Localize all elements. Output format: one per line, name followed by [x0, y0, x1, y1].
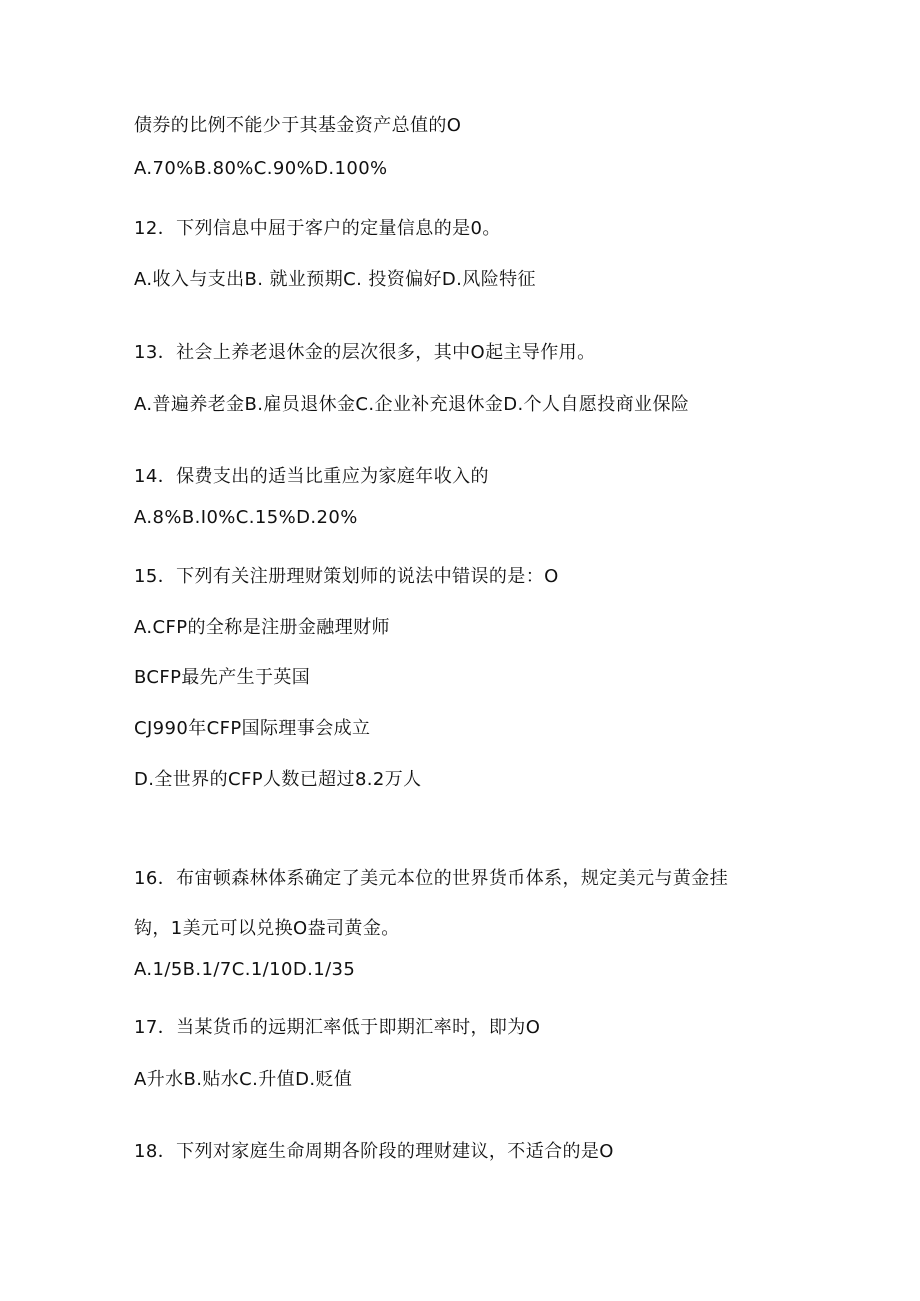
question-18-stem: 18．下列对家庭生命周期各阶段的理财建议，不适合的是O [134, 1141, 614, 1162]
question-17-options: A升水B.贴水C.升值D.贬值 [134, 1069, 353, 1090]
question-14-options: A.8%B.I0%C.15%D.20% [134, 507, 358, 528]
question-15-stem: 15．下列有关注册理财策划师的说法中错误的是：O [134, 566, 559, 587]
question-12-stem: 12．下列信息中屈于客户的定量信息的是0。 [134, 218, 501, 239]
question-11-options: A.70%B.80%C.90%D.100% [134, 158, 388, 179]
question-15-option-c: CJ990年CFP国际理事会成立 [134, 718, 371, 739]
question-15-option-a: A.CFP的全称是注册金融理财师 [134, 617, 390, 638]
question-17-stem: 17．当某货币的远期汇率低于即期汇率时，即为O [134, 1017, 541, 1038]
question-11-stem-continued: 债券的比例不能少于其基金资产总值的O [134, 115, 462, 136]
question-12-options: A.收入与支出B. 就业预期C. 投资偏好D.风险特征 [134, 269, 536, 290]
question-16-options: A.1/5B.1/7C.1/10D.1/35 [134, 959, 356, 980]
question-16-stem: 16．布宙顿森林体系确定了美元本位的世界货币体系，规定美元与黄金挂 [134, 868, 729, 889]
question-16-stem-continued: 钩，1美元可以兑换O盎司黄金。 [134, 918, 400, 939]
question-13-stem: 13．社会上养老退休金的层次很多，其中O起主导作用。 [134, 342, 596, 363]
question-15-option-d: D.全世界的CFP人数已超过8.2万人 [134, 769, 422, 790]
question-13-options: A.普遍养老金B.雇员退休金C.企业补充退休金D.个人自愿投商业保险 [134, 394, 690, 415]
question-14-stem: 14．保费支出的适当比重应为家庭年收入的 [134, 466, 489, 487]
question-15-option-b: BCFP最先产生于英国 [134, 667, 311, 688]
